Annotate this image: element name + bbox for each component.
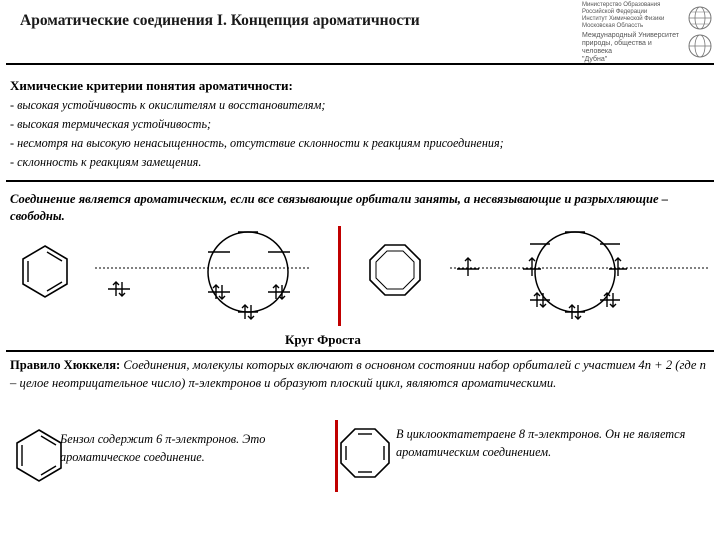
logo-line: Московская Облассть [582, 23, 644, 29]
criteria-item: - высокая термическая устойчивость; [10, 117, 212, 131]
criteria-item: - несмотря на высокую ненасыщенность, отсутствие склонности к реакциям присоединения; [10, 136, 504, 150]
vertical-divider [338, 226, 341, 326]
benzene-note: Бензол содержит 6 π-электронов. Это ароматическое соединение. [60, 432, 266, 464]
section-divider [6, 180, 714, 182]
benzene-structure-icon [14, 428, 64, 484]
logo-caption-university [582, 32, 682, 64]
frost-circle-label: Круг Фроста [285, 332, 361, 347]
logo-line: Министерство Образования Российской Федерации [582, 2, 661, 15]
cyclooctatetraene-structure-icon [337, 426, 393, 482]
globe-logo-icon [684, 4, 716, 60]
logo-caption-ministry [582, 2, 682, 30]
logo-line: природы, общества и человека [582, 40, 652, 55]
frost-circle-cyclooctatetraene [445, 225, 715, 325]
criteria-item: - высокая устойчивость к окислителям и восстановителям; [10, 98, 326, 112]
huckel-rule-text: Соединения, молекулы которых включают в основном состоянии набор орбиталей с участием 4n + 2 (где n – целое неотрицательное число) π-электронов и образуют плоский цикл, являются ароматическими. [10, 358, 706, 390]
aromatic-definition: Соединение является ароматическим, если все связывающие орбитали заняты, а несвязывающие и разрыхляющие – свободны. [10, 192, 668, 223]
logo-line: Международный Университет [582, 32, 679, 39]
frost-circle-benzene [90, 225, 330, 325]
huckel-rule [10, 356, 710, 392]
cyclooctatetraene-note: В циклооктатетраене 8 π-электронов. Он не является ароматическим соединением. [396, 427, 686, 459]
section-divider [6, 350, 714, 352]
criteria-heading: Химические критерии понятия ароматичности: [10, 78, 293, 93]
logo-line: Институт Химической Физики [582, 16, 665, 22]
criteria-item: - склонность к реакциям замещения. [10, 155, 202, 169]
benzene-structure-icon [20, 244, 70, 300]
huckel-rule-lead: Правило Хюккеля: [10, 358, 121, 372]
logo-line: "Дубна" [582, 56, 608, 63]
cyclooctatetraene-structure-icon [367, 243, 423, 299]
page-title: Ароматические соединения I. Концепция ароматичности [20, 12, 420, 29]
